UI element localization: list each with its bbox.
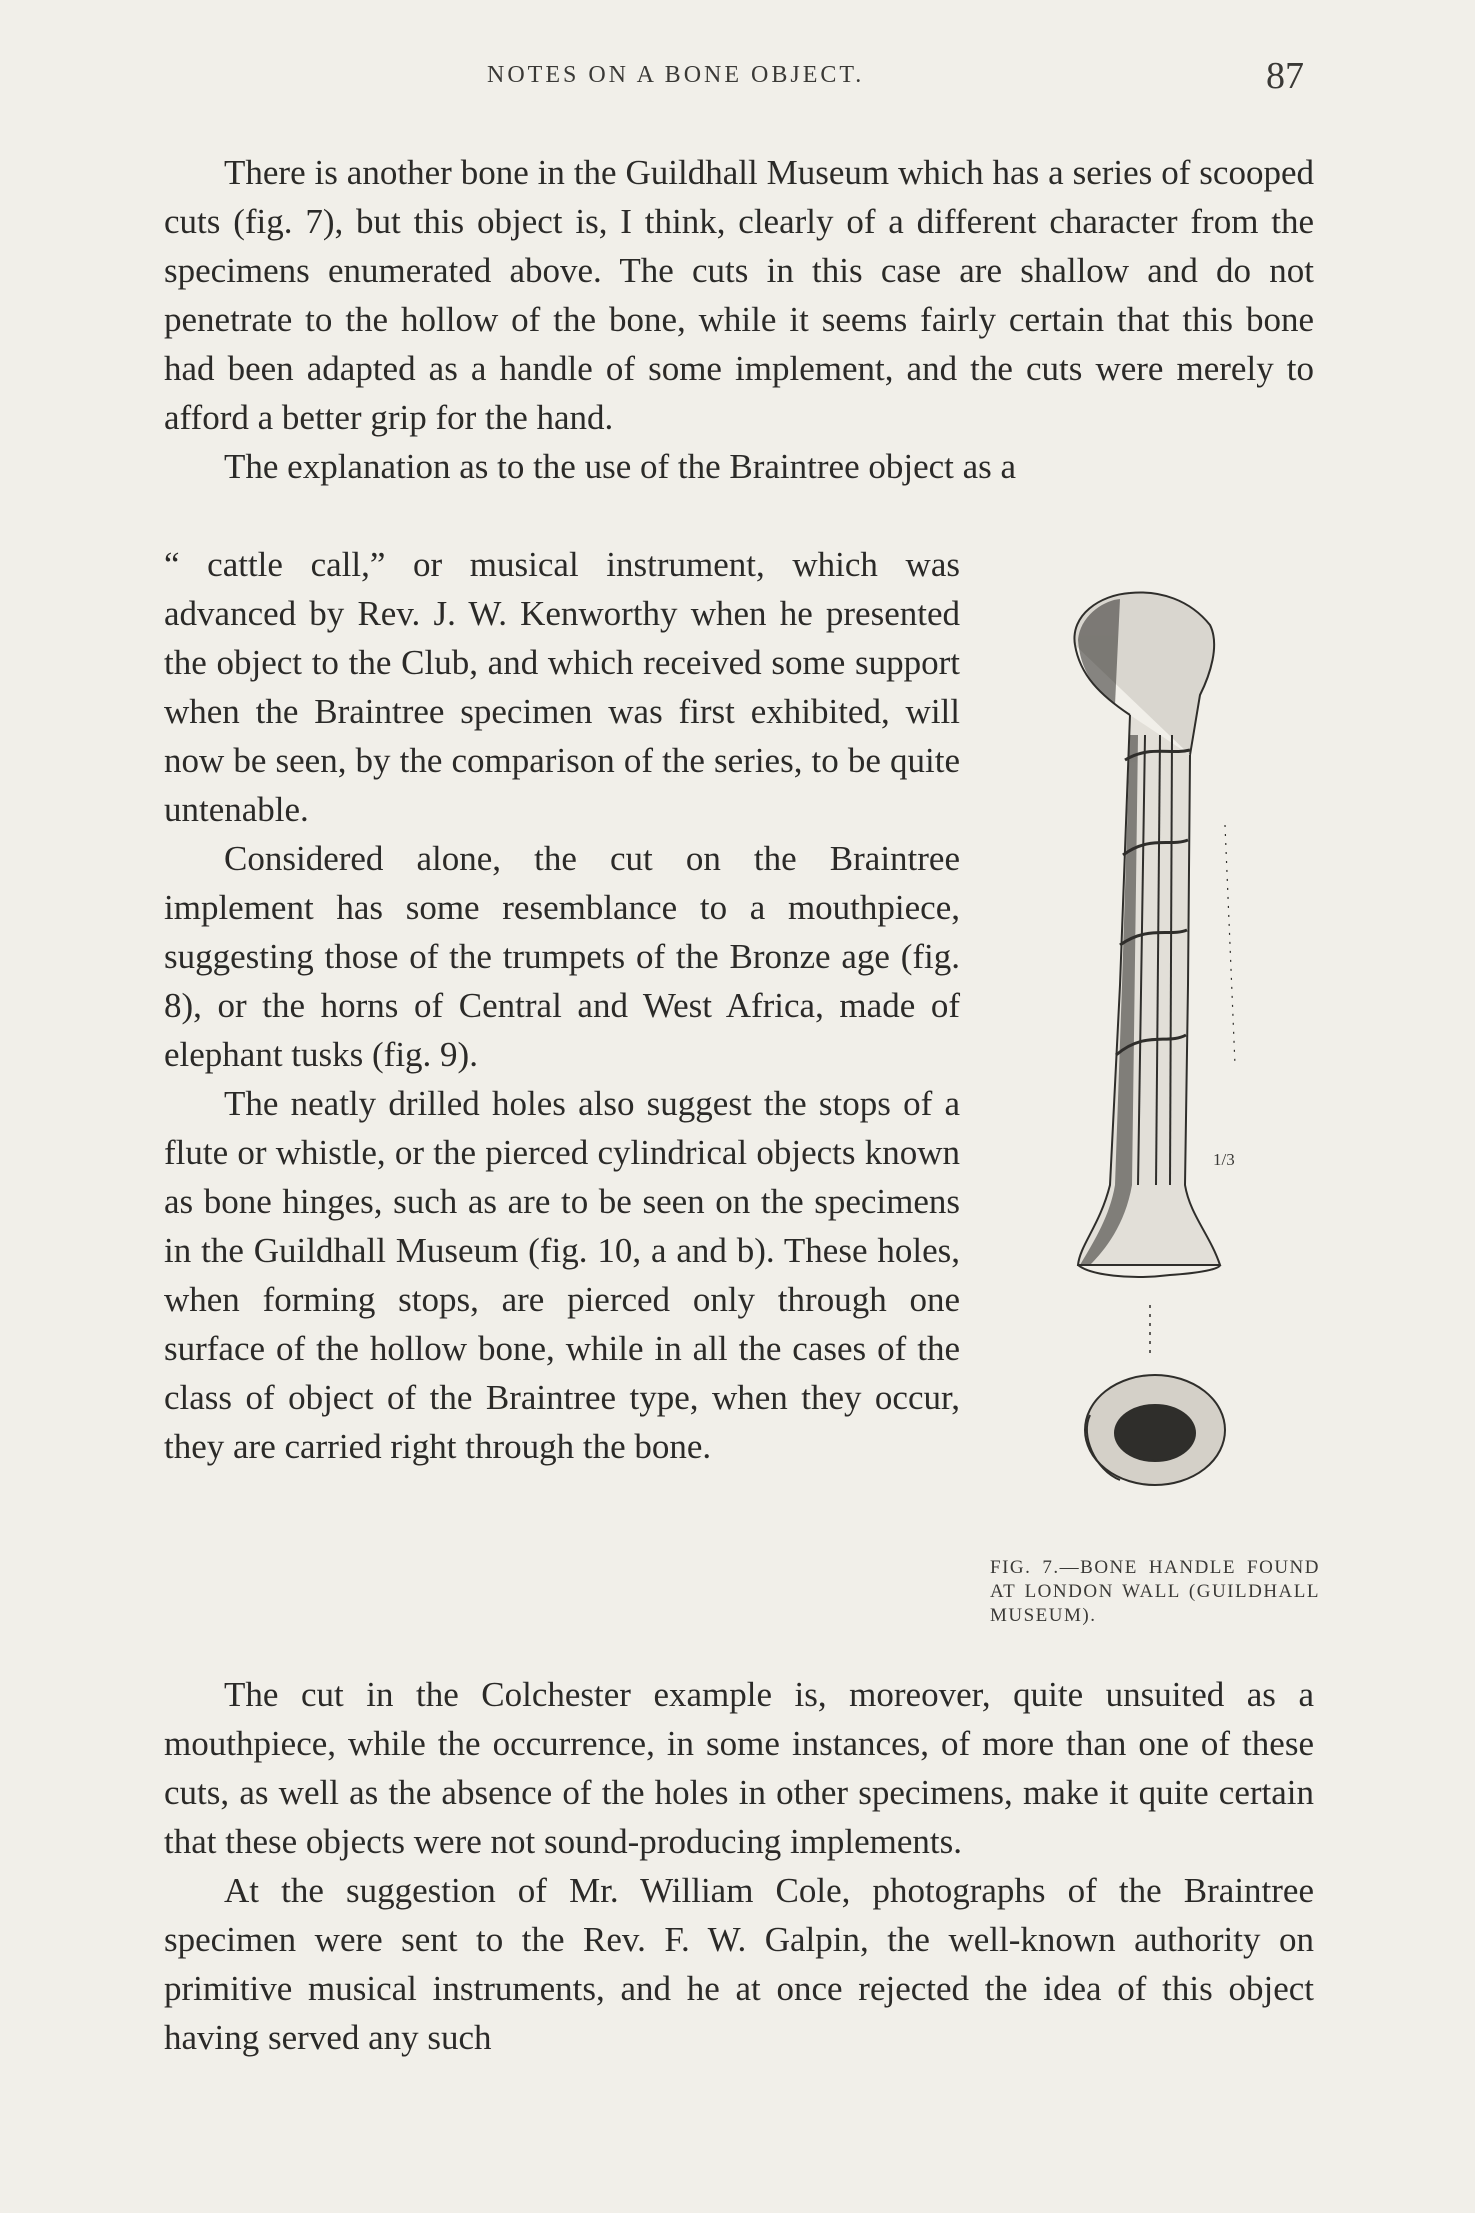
paragraph-drilled-holes: The neatly drilled holes also suggest the stops of a flute or whistle, or the pierced cylindrical objects known as bone hinges, such as are to be seen on the specimens in the Guildhall Museum (fig. 10, a and b). These holes, when forming stops, are pierced only through one surface of the hollow bone, while in all the cases of the class of object of the Braintree type, when they occur, they are carried right through the bone. bbox=[164, 1084, 960, 1466]
paragraph-explanation-first-line: The explanation as to the use of the Braintree object as a bbox=[224, 447, 1017, 486]
paragraph-colchester: The cut in the Colchester example is, moreover, quite unsuited as a mouthpiece, while the occurrence, in some instances, of more than one of these cuts, as well as the absence of the holes in other specimens, make it quite certain that these objects were not sound-producing implements. bbox=[164, 1675, 1314, 1861]
text-block-bottom bbox=[164, 1670, 1314, 2062]
paragraph-mouthpiece: Considered alone, the cut on the Braintree implement has some resemblance to a mouthpiece, suggesting those of the trumpets of the Bronze age (fig. 8), or the horns of Central and West Africa, made of elephant tusks (fig. 9). bbox=[164, 839, 960, 1074]
paragraph-cattle-call: “ cattle call,” or musical instrument, which was advanced by Rev. J. W. Kenworthy when he presented the object to the Club, and which received some support when the Braintree specimen was first exhibited, will now be seen, by the comparison of the series, to be quite untenable. bbox=[164, 545, 960, 829]
figure-scale-label: 1/3 bbox=[1213, 1150, 1235, 1169]
paragraph-guildhall-bone: There is another bone in the Guildhall Museum which has a series of scooped cuts (fig. 7), but this object is, I think, clearly of a different character from the specimens enumerated above. The cuts in this case are shallow and do not penetrate to the hollow of the bone, while it seems fairly certain that this bone had been adapted as a handle of some implement, and the cuts were merely to afford a better grip for the hand. bbox=[164, 153, 1314, 437]
figure-caption: FIG. 7.—BONE HANDLE FOUND AT LONDON WALL (GUILDHALL MUSEUM). bbox=[990, 1557, 1320, 1626]
text-block-top bbox=[164, 148, 1314, 491]
page-number: 87 bbox=[1266, 55, 1304, 97]
bone-handle-illustration bbox=[1060, 585, 1285, 1505]
paragraph-galpin: At the suggestion of Mr. William Cole, photographs of the Braintree specimen were sent to the Rev. F. W. Galpin, the well-known authority on primitive musical instruments, and he at once rejected the idea of this object having served any such bbox=[164, 1871, 1314, 2057]
running-title: NOTES ON A BONE OBJECT. bbox=[487, 62, 865, 88]
